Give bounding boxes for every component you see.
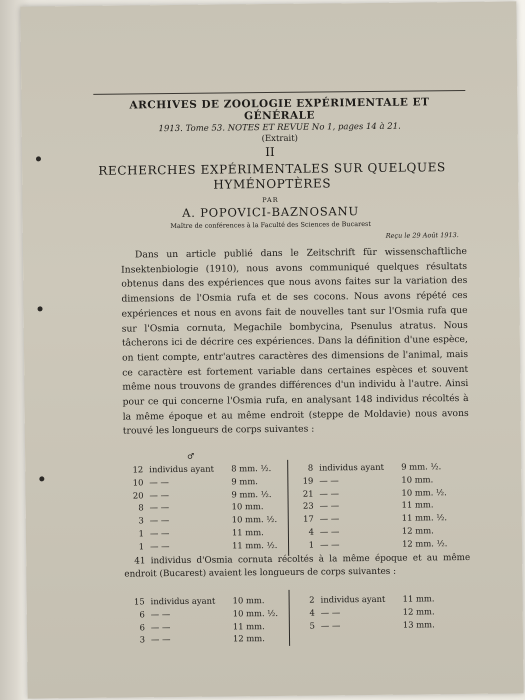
row-size: 11 mm. ½. [401,512,448,523]
table-row [296,537,462,552]
article-number: II [265,144,275,160]
row-size: 12 mm. ½. [401,537,448,549]
body-text [121,245,469,440]
row-size: 12 mm. [401,525,434,536]
row-label: — — [149,476,169,488]
row-size: 11 mm. [232,620,265,632]
row-count: 8 [307,462,314,473]
row-size: 11 mm. [231,527,264,538]
row-count: 1 [138,541,145,552]
journal-title: ARCHIVES DE ZOOLOGIE EXPÉRIMENTALE ET GÉNÉRALE [129,96,430,123]
row-count: 1 [138,528,144,539]
row-count: 4 [308,526,314,537]
osmia-rufa-table-left [125,462,292,553]
row-label: individus ayant [320,593,386,605]
row-size: 10 mm. ½. [231,514,278,525]
table-row [127,632,293,647]
journal-header [93,90,466,146]
row-count: 5 [309,620,315,631]
row-label: — — [319,513,340,524]
osmia-cornuta-table-right [297,592,463,632]
row-count: 20 [132,489,144,501]
journal-extract: (Extrait) [261,133,298,145]
journal-subtitle: 1913. Tome 53. NOTES ET REVUE No 1, pages 14 à 21. [158,121,401,135]
male-symbol: ♂ [187,451,195,461]
row-label: — — [320,607,341,618]
row-size: 10 mm. [401,474,434,485]
row-label: — — [149,502,170,513]
row-label: — — [150,634,171,645]
row-label: — — [320,619,341,631]
document-page [20,1,523,698]
row-count: 23 [302,500,314,512]
row-size: 10 mm. ½. [401,486,447,498]
row-label: — — [149,489,169,500]
row-count: 12 [132,464,144,475]
row-label: — — [149,540,170,552]
row-count: 4 [309,607,315,618]
table-row [297,618,463,633]
row-size: 10 mm. ½. [232,607,279,619]
row-size: 10 mm. [232,595,265,606]
row-count: 1 [308,539,315,550]
row-count: 8 [138,502,144,513]
row-count: 19 [302,475,314,486]
row-count: 15 [133,596,145,607]
article-title [82,160,462,194]
row-label: — — [149,528,170,539]
by-label: PAR [262,195,279,205]
row-label: — — [150,621,171,632]
author-name: A. POPOVICI-BAZNOSANU [182,204,360,220]
row-label: — — [149,515,170,526]
row-label: — — [319,500,340,511]
osmia-cornuta-text: 41 individus d'Osmia cornuta récoltés à la même époque et au même endroit (Bucarest) avaient les longueurs de corps suivantes : [124,552,471,580]
received-date: Reçu le 29 Août 1913. [385,231,459,240]
row-size: 12 mm. [402,606,435,617]
row-label: — — [319,526,340,537]
binding-hole [39,476,44,481]
row-size: 11 mm. [402,593,435,604]
row-count: 2 [309,594,315,605]
row-size: 11 mm. ½. [231,539,278,551]
row-size: 13 mm. [402,618,435,630]
row-count: 21 [302,488,314,499]
row-count: 17 [303,513,314,524]
row-size: 10 mm. [231,501,264,512]
row-size: 11 mm. [401,499,434,511]
article-title-line1: RECHERCHES EXPÉRIMENTALES SUR QUELQUES [98,160,446,178]
row-label: individus ayant [149,463,215,475]
row-size: 9 mm. ½. [401,461,442,472]
row-size: 9 mm. ½. [231,488,272,500]
row-size: 8 mm. ½. [231,463,272,474]
row-label: individus ayant [150,595,216,607]
body-paragraph: Dans un article publié dans le Zeitschrift für wissenschaftliche Insektenbiologie (1910), nous avons communiqué quelques résultats obtenus dans des expériences que nous avons faites sur la variation des dimensions de l'Osmia rufa et de ses cocons. Nous avons répété ces expériences et nous en avons fait de nouvelles tant sur l'Osmia rufa que sur l'Osmia cornuta, Megachile bombycina, Psenulus atratus. Nous tâcherons ici de décrire ces expériences. Dans la définition d'une espèce, on tient compte, entr'autres caractères des dimensions de l'animal, mais ce caractère est fortement variable dans certaines espèces et souvent même nous trouvons de grandes différences d'un individu à l'autre. Ainsi pour ce qui concerne l'Osmia rufa, en analysant 148 individus récoltés à la même époque et au même endroit (steppe de Moldavie) nous avons trouvé les longueurs de corps suivantes : [121,245,469,438]
article-title-line2: HYMÉNOPTÈRES [213,176,332,192]
osmia-rufa-table-right [295,460,462,551]
row-count: 6 [139,609,145,620]
row-label: — — [319,475,339,486]
row-label: individus ayant [319,461,385,473]
row-size: 9 mm. [231,475,258,487]
row-size: 12 mm. [232,633,265,644]
row-count: 10 [132,477,144,488]
row-label: — — [319,539,340,550]
osmia-cornuta-table-left [127,594,294,647]
row-label: — — [150,608,171,620]
author-affiliation: Maître de conférences à la Faculté des Sciences de Bucarest [170,219,372,231]
table-row [126,539,292,554]
row-label: — — [319,487,339,499]
binding-hole [38,306,43,311]
row-count: 3 [138,515,144,526]
row-count: 6 [139,621,145,632]
row-count: 3 [139,634,146,645]
